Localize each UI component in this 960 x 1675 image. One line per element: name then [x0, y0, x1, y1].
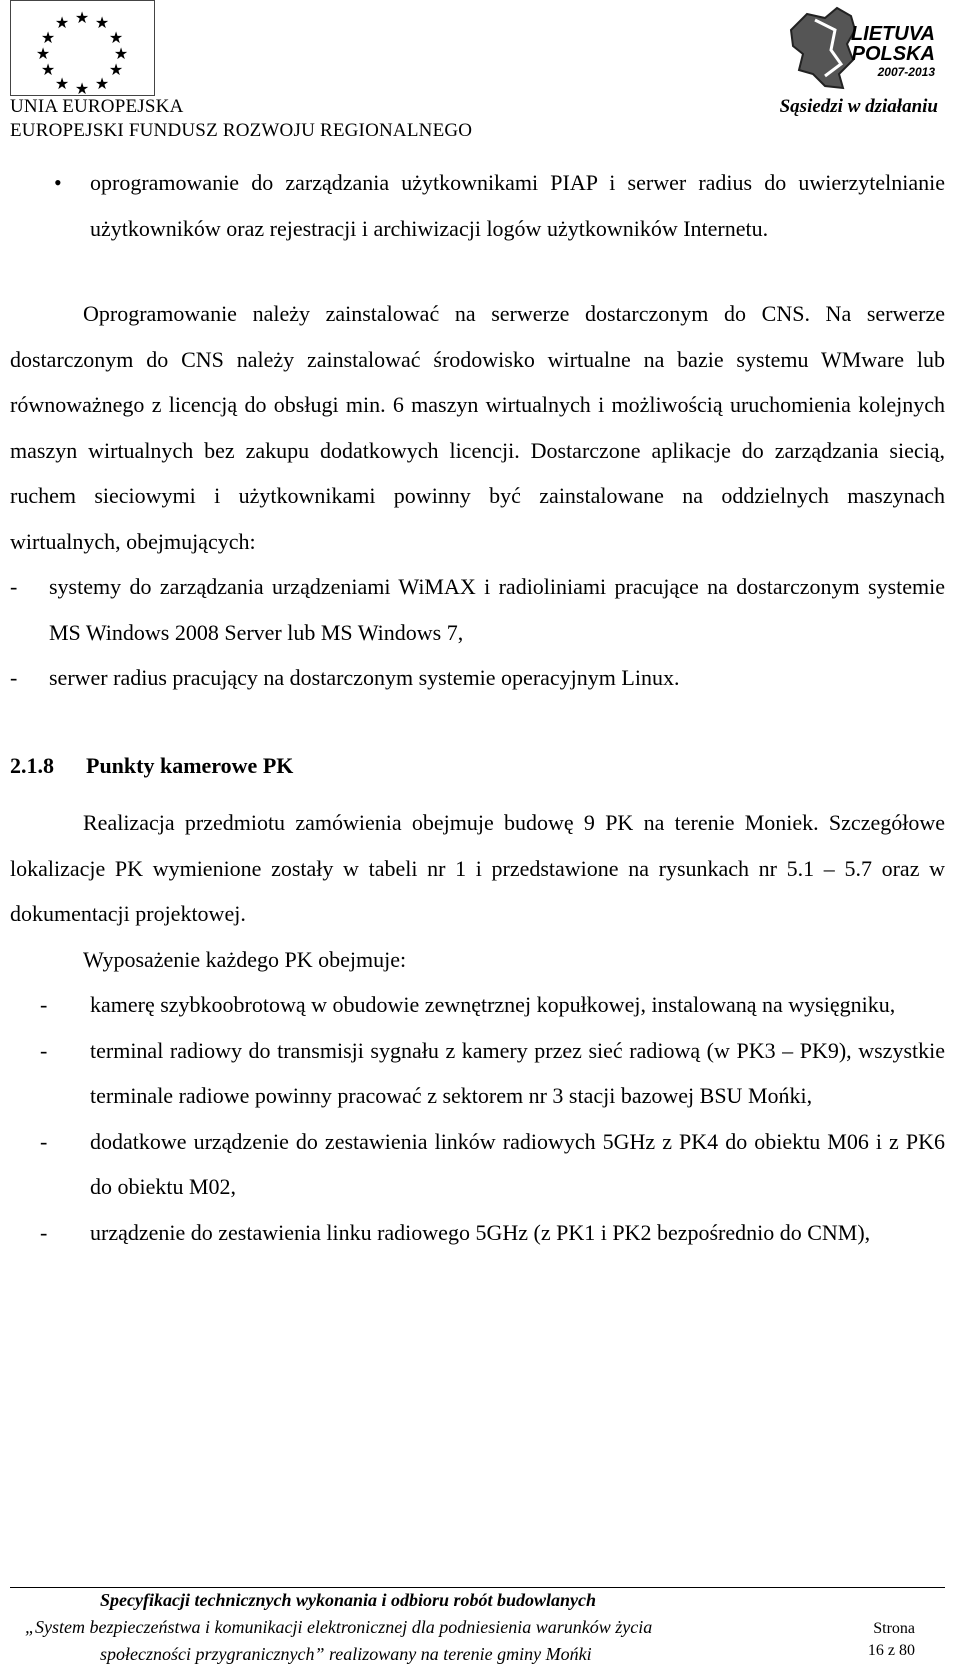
dash-marker: - — [10, 665, 18, 690]
section-heading — [10, 743, 945, 789]
svg-text:LIETUVA: LIETUVA — [850, 23, 935, 45]
svg-text:★: ★ — [40, 60, 56, 79]
svg-text:★: ★ — [94, 74, 110, 93]
svg-text:★: ★ — [40, 28, 56, 47]
svg-text:★: ★ — [74, 79, 90, 95]
eu-flag-logo — [10, 0, 155, 96]
list-item-text: kamerę szybkoobrotową w obudowie zewnętrznej kopułkowej, instalowaną na wysięgniku, — [90, 992, 896, 1017]
svg-text:★: ★ — [35, 44, 51, 63]
list-item — [10, 1210, 945, 1256]
dash-item — [10, 564, 945, 655]
page-header — [0, 0, 960, 150]
svg-text:★: ★ — [108, 28, 124, 47]
dash-marker: - — [40, 1037, 48, 1063]
footer-divider — [10, 1587, 945, 1588]
paragraph-equipment-intro: Wyposażenie każdego PK obejmuje: — [83, 946, 407, 972]
list-item-text: terminal radiowy do transmisji sygnału z kamery przez sieć radiową (w PK3 – PK9), wszystkie terminale radiowe powinny pracować z sektorem nr 3 stacji bazowej BSU Mońki, — [90, 1037, 945, 1108]
page-number: 16 z 80 — [867, 1642, 915, 1659]
section-number: 2.1.8 — [10, 752, 54, 778]
eu-fund-name: EUROPEJSKI FUNDUSZ ROZWOJU REGIONALNEGO — [10, 120, 473, 141]
list-item-text: urządzenie do zestawienia linku radiowego 5GHz (z PK1 i PK2 bezpośrednio do CNM), — [90, 1219, 871, 1245]
lietuva-polska-logo — [785, 0, 945, 96]
eu-name: UNIA EUROPEJSKA — [10, 96, 184, 117]
svg-text:★: ★ — [74, 8, 90, 27]
paragraph-software: Oprogramowanie należy zainstalować na serwerze dostarczonym do CNS. Na serwerze dostarczonym do CNS należy zainstalować środowisko wirtualne na bazie systemu WMware lub równoważnego z licencją do obsługi min. 6 maszyn wirtualnych i możliwością uruchomienia kolejnych maszyn wirtualnych bez zakupu dodatkowych licencji. Dostarczone aplikacje do zarządzania siecią, ruchem sieciowymi i użytkownikami powinny być zainstalowane na oddzielnych maszynach wirtualnych, obejmujących: — [10, 301, 945, 554]
svg-text:★: ★ — [54, 13, 70, 32]
footer-project-line2: społeczności przygranicznych” realizowany na terenie gminy Mońki — [100, 1644, 592, 1664]
svg-text:POLSKA: POLSKA — [851, 43, 935, 65]
dash-text: systemy do zarządzania urządzeniami WiMAX i radioliniami pracujące na dostarczonym systemie MS Windows 2008 Server lub MS Windows 7, — [49, 574, 945, 645]
program-motto: Sąsiedzi w działaniu — [779, 96, 938, 117]
section-title: Punkty kamerowe PK — [86, 752, 294, 778]
page-label: Strona — [873, 1620, 915, 1637]
list-item-text: dodatkowe urządzenie do zestawienia linków radiowych 5GHz z PK4 do obiektu M06 i z PK6 do obiektu M02, — [90, 1128, 945, 1199]
list-item — [10, 1028, 945, 1119]
dash-marker: - — [40, 992, 48, 1017]
eu-stars-icon — [11, 1, 154, 95]
bullet-text: oprogramowanie do zarządzania użytkownikami PIAP i serwer radius do uwierzytelnianie użytkowników oraz rejestracji i archiwizacji logów użytkowników Internetu. — [90, 170, 945, 241]
dash-text: serwer radius pracujący na dostarczonym systemie operacyjnym Linux. — [49, 665, 680, 690]
svg-text:★: ★ — [108, 60, 124, 79]
bullet-item — [10, 160, 945, 251]
svg-text:2007-2013: 2007-2013 — [877, 65, 935, 79]
bullet-icon: • — [54, 170, 62, 195]
list-item — [10, 982, 945, 1028]
svg-text:★: ★ — [94, 13, 110, 32]
paragraph-scope: Realizacja przedmiotu zamówienia obejmuje budowę 9 PK na terenie Moniek. Szczegółowe lokalizacje PK wymienione zostały w tabeli nr 1 i przedstawione na rysunkach nr 5.1 – 5.7 oraz w dokumentacji projektowej. — [10, 810, 945, 926]
dash-item — [10, 655, 945, 701]
dash-marker: - — [40, 1219, 48, 1245]
svg-text:★: ★ — [113, 44, 129, 63]
dash-marker: - — [10, 574, 18, 599]
document-body — [10, 160, 945, 1255]
footer-project-line1: „System bezpieczeństwa i komunikacji elektronicznej dla podniesienia warunków życia — [25, 1617, 653, 1637]
list-item — [10, 1119, 945, 1210]
footer-spec-title: Specyfikacji technicznych wykonania i odbioru robót budowlanych — [100, 1590, 597, 1610]
svg-text:★: ★ — [54, 74, 70, 93]
dash-marker: - — [40, 1128, 48, 1154]
